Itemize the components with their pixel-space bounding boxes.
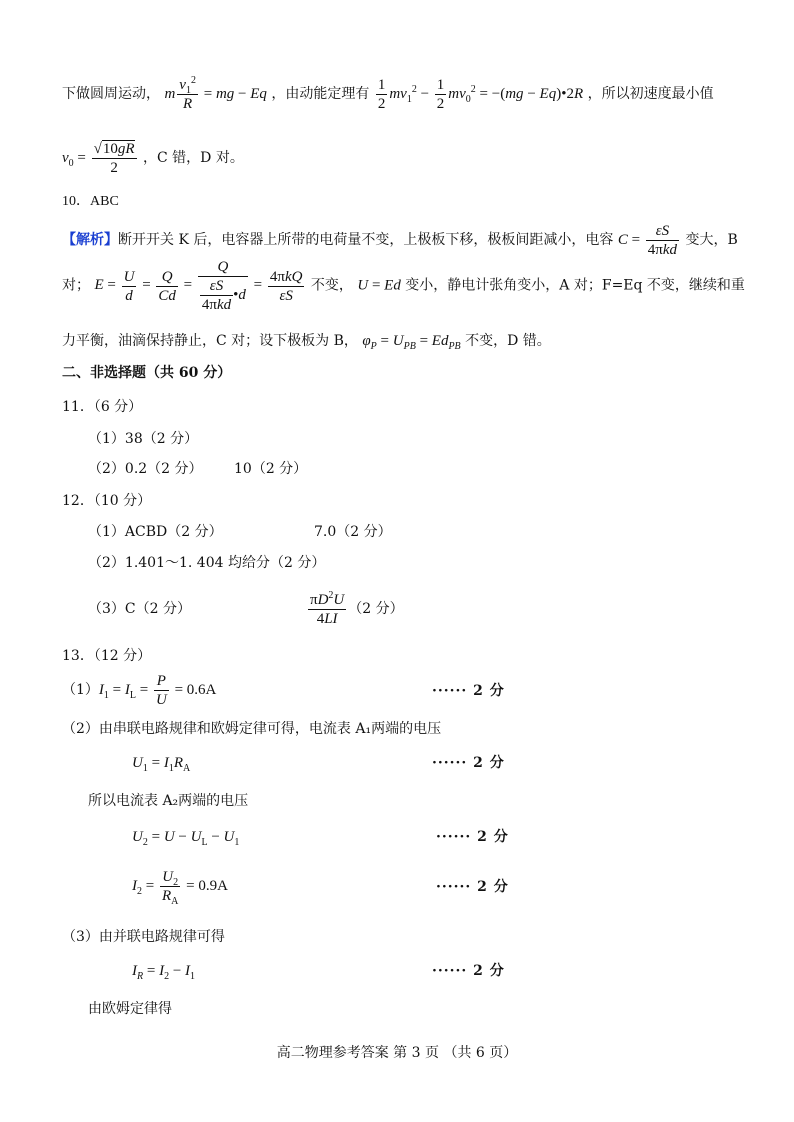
formula-v0: $v_0$ = $\frac{√10gR}{2}$ [62,141,135,177]
formula-ir: $I_R = I_2 - I_1$ [132,963,196,982]
q10-answer: 10．ABC [62,194,119,209]
score-5: ······ 2 分 [432,963,505,979]
q12-answer-3b: （2 分） [348,601,404,617]
q10-line3 [62,330,551,352]
score-1: ······ 2 分 [432,683,505,699]
q13-part4: 由欧姆定律得 [88,1001,172,1017]
formula-energy: $\frac{1}{2}$ $mv_1^2$ − $\frac{1}{2}$ $mv_0^2 = -(mg$ − Eq)•2R [377,77,584,113]
score-3: ······ 2 分 [436,829,509,845]
q13-part2b: 所以电流表 A₂两端的电压 [88,793,249,809]
q13-part3: （3）由并联电路规律可得 [62,929,225,945]
q10-text-2b: 不变， [310,277,353,294]
q12-head: 12．（10 分） [62,493,152,509]
q12-answer-1: （1）ACBD（2 分） [88,524,223,540]
q10-text-1a: 断开开关 K 后，电容器上所带的电荷量不变，上极板下移，极板间距减小，电容 [118,232,614,248]
q11-head: 11．（6 分） [62,399,143,415]
q10-text-3a: 力平衡，油滴保持静止，C 对；设下极板为 B， [62,333,358,349]
q9-lead-text: 下做圆周运动， [62,86,160,102]
q11-answer-2: （2）0.2（2 分） [88,461,203,477]
q9-mid-text: ，由动能定理有 [271,86,370,102]
formula-potential: $\varphi_P = U_{PB} = Ed_{PB}$ [362,333,461,352]
q12-answer-3b-row [306,586,404,632]
formula-u2: $U_2 = U - U_L - U_1$ [132,829,240,848]
score-2: ······ 2 分 [432,755,505,771]
q12-answer-2: （2）1.401～1. 404 均给分（2 分） [88,555,326,571]
section-title: 二、非选择题（共 60 分） [62,365,232,381]
q9-line2 [62,136,244,180]
formula-centripetal: m $\frac{v_1^2}{R}$ = mg − Eq [164,75,267,113]
q10-line1 [62,220,738,260]
formula-i1: $I_1 = I_L$ = $\frac{P}{U}$ = 0.6A [98,673,217,709]
formula-u1: $U_1 = I_1R_A$ [132,755,191,774]
q10-text-2a: 对； [62,277,90,294]
q10-text-2c: 变小，静电计张角变小，A 对；F=Eq 不变，继续和重 [405,277,745,294]
q10-line2 [62,258,745,313]
q11-answer-2b: 10（2 分） [234,461,308,477]
q12-answer-3: （3）C（2 分） [88,601,191,617]
formula-resistivity: $\frac{\pi D^2U}{4LI}$ [310,590,345,628]
q10-text-1b: 变大，B [685,232,738,248]
score-4: ······ 2 分 [436,879,509,895]
q9-line1 [62,72,714,116]
q11-answer-1: （1）38（2 分） [88,431,199,447]
formula-u-ed: U = Ed [357,277,401,294]
analysis-tag: 【解析】 [62,232,118,248]
q9-tail-text: ，所以初速度最小值 [587,86,714,102]
q10-text-3b: 不变，D 错。 [465,333,551,349]
formula-capacitance: C = $\frac{\varepsilon S}{\text{4πkd}}$ [617,223,678,259]
q12-answer-1b: 7.0（2 分） [314,524,392,540]
q13-part1-label: （1） [62,682,99,698]
q9-conclusion: ，C 错，D 对。 [143,150,244,166]
q13-part2: （2）由串联电路规律和欧姆定律可得，电流表 A₁两端的电压 [62,721,442,737]
q13-step1 [62,668,216,712]
formula-i2: $I_2$ = $\frac{U_2}{R_A}$ = 0.9A [132,869,228,908]
page-footer: 高二物理参考答案 第 3 页 （共 6 页） [276,1045,518,1061]
q13-head: 13．（12 分） [62,648,152,664]
formula-field: E = $\frac{U}{d}$ = $\frac{Q}{Cd}$ = Q $\frac{\varepsilon S}{\text{4πkd}}$ •d = $\frac{\text{4πkQ}}{\varepsilon S}$ [94,259,303,313]
